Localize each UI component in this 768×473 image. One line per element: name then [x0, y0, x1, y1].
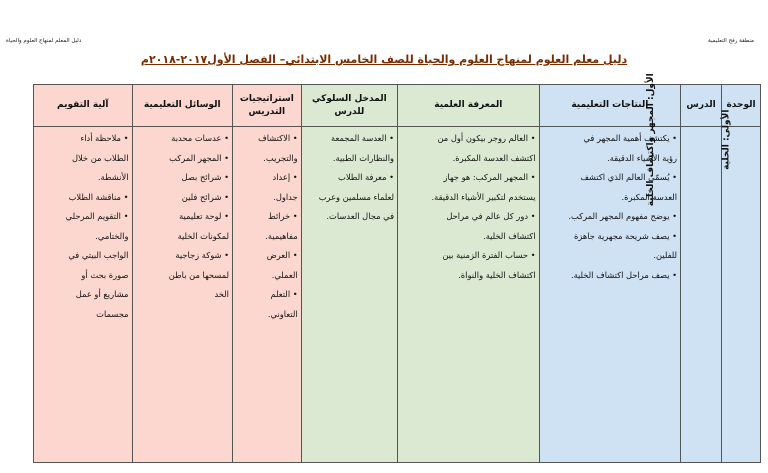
entry-lines: [305, 129, 394, 227]
tool-line: • شرائح فلين: [181, 191, 229, 202]
header-left-note: دليل المعلم لمنهاج العلوم والحياة: [6, 38, 82, 44]
outcome-line: • يكتشف أهمية المجهر في: [583, 133, 678, 143]
assessment-line: الواجب البيتي في: [68, 250, 129, 260]
assessment-line: الأنشطة.: [97, 172, 129, 182]
strategy-line: • العرض: [266, 250, 298, 260]
knowledge-line: اكتشف العدسة المكبرة.: [452, 152, 536, 163]
assessment-line: الطلاب من خلال: [71, 152, 129, 163]
tool-line: • لوحة تعليمية: [179, 211, 229, 221]
knowledge-cell: [398, 127, 540, 463]
outcome-line: للفلين.: [653, 250, 678, 260]
knowledge-line: • العالم روجر بيكون أول من: [437, 133, 536, 143]
knowledge-line: • دور كل عالم في مراحل: [446, 211, 536, 221]
entry-behavior-cell: [301, 127, 397, 463]
table-row: [34, 127, 761, 463]
outcome-line: رؤية الأشياء الدقيقة.: [607, 152, 678, 163]
strategy-line: • خرائط: [267, 211, 298, 221]
header-lesson: الدرس: [681, 85, 722, 127]
lesson-name: الأول: المجهر واكتشاف الخلية: [645, 73, 656, 207]
header-right-note: منطقة رفح التعليمية: [708, 38, 754, 44]
strategy-line: • الاكتشاف: [258, 133, 298, 143]
knowledge-lines: [401, 129, 536, 285]
strategy-lines: [236, 129, 298, 324]
strategy-line: والتجريب.: [263, 152, 298, 163]
entry-line: • معرفة الطلاب: [338, 172, 395, 182]
header-outcomes: النتاجات التعليمية: [539, 85, 681, 127]
header-assessment: آلية التقويم: [34, 85, 133, 127]
tools-cell: [132, 127, 232, 463]
assessment-lines: [37, 129, 129, 324]
strategies-cell: [232, 127, 301, 463]
outcome-line: • يوضح مفهوم المجهر المركب.: [568, 211, 678, 221]
header-knowledge: المعرفة العلمية: [398, 85, 540, 127]
tool-line: الخد: [214, 289, 229, 299]
entry-line: لعلماء مسلمين وعرب: [318, 191, 395, 202]
outcome-line: • يُسمّي العالم الذي اكتشف: [580, 172, 678, 182]
unit-name: الأولى: الخلية: [721, 109, 732, 170]
strategy-line: العملي.: [271, 269, 298, 280]
knowledge-line: اكتشاف الخلية والنواة.: [458, 269, 536, 280]
assessment-line: مشاريع أو عمل: [75, 289, 129, 299]
tool-line: • المجهر المركب: [169, 152, 229, 163]
lesson-plan-table: [33, 73, 761, 463]
tool-lines: [136, 129, 229, 305]
entry-line: والنظارات الطبية.: [332, 152, 395, 163]
document-title: دليل معلم العلوم لمنهاج العلوم والحياة للصف الخامس الابتدائي– الفصل الأول٢٠١٧-٢٠١٨م: [140, 53, 628, 66]
knowledge-line: • حساب الفترة الزمنية بين: [442, 250, 536, 260]
strategy-line: • التعلم: [270, 289, 298, 299]
strategy-line: مفاهيمية.: [265, 230, 298, 241]
outcome-line: العدسة المكبرة.: [621, 191, 678, 202]
header-unit: الوحدة: [722, 85, 761, 127]
knowledge-line: اكتشاف الخلية.: [483, 230, 536, 241]
header-entry-behavior: المدخل السلوكي للدرس: [301, 85, 397, 127]
assessment-line: والختامي.: [95, 230, 129, 241]
entry-line: في مجال العدسات.: [326, 211, 395, 221]
tool-line: • شرائح بصل: [181, 172, 229, 182]
tool-line: لمكونات الخلية: [177, 230, 229, 241]
tool-line: لمسحها من باطن: [168, 269, 229, 280]
assessment-line: صورة بحث أو: [81, 269, 129, 280]
strategy-line: • إعداد: [272, 172, 298, 182]
strategy-line: جداول.: [273, 191, 298, 202]
knowledge-line: يستخدم لتكبير الأشياء الدقيقة.: [431, 191, 536, 202]
assessment-line: مجسمات: [96, 308, 129, 319]
knowledge-line: • المجهر المركب: هو جهاز: [443, 172, 536, 182]
assessment-cell: [34, 127, 133, 463]
entry-line: • العدسة المجمعة: [331, 133, 395, 143]
assessment-line: • التقويم المرحلي: [65, 211, 129, 221]
outcome-line: • يصف مراحل اكتشاف الخلية.: [570, 269, 678, 280]
assessment-line: • مناقشة الطلاب: [68, 191, 129, 202]
outcome-line: • يصف شريحة مجهرية جاهزة: [573, 230, 678, 241]
header-tools: الوسائل التعليمية: [132, 85, 232, 127]
tool-line: • عدسات محدبة: [171, 133, 229, 143]
assessment-line: • ملاحظة أداء: [80, 133, 129, 143]
unit-cell: [721, 109, 761, 463]
tool-line: • شوكة زجاجية: [175, 250, 229, 260]
strategy-line: التعاوني.: [267, 308, 298, 319]
header-strategies: استراتيجيات التدريس: [232, 85, 301, 127]
